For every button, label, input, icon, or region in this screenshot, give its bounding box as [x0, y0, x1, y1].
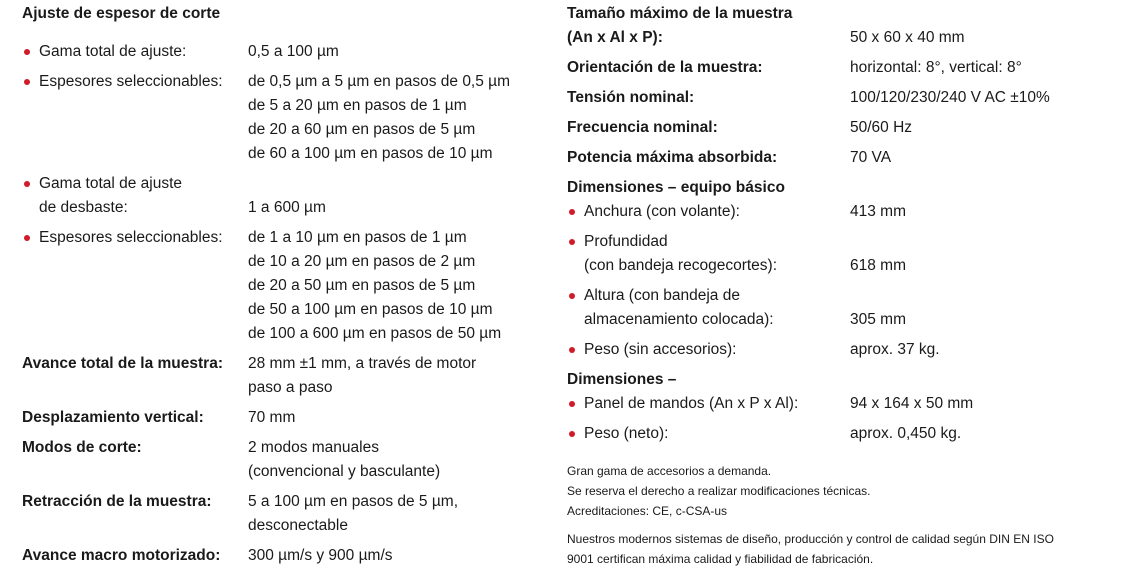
retraccion-value-line2: desconectable — [248, 517, 348, 534]
espesores-value-line: de 50 a 100 µm en pasos de 10 µm — [248, 301, 493, 318]
potencia-value: 70 VA — [850, 149, 892, 166]
note-acreditaciones: Acreditaciones: CE, c-CSA-us — [567, 504, 728, 518]
tamano-label-line1: Tamaño máximo de la muestra — [567, 5, 793, 22]
gama-total-label: Gama total de ajuste: — [39, 43, 187, 60]
dimensiones-basico-heading: Dimensiones – equipo básico — [567, 179, 785, 196]
modos-corte-value-line2: (convencional y basculante) — [248, 463, 441, 480]
dimensiones-heading: Dimensiones – — [567, 371, 677, 388]
peso-neto-value: aprox. 0,450 kg. — [850, 425, 962, 442]
avance-macro-label: Avance macro motorizado: — [22, 547, 221, 564]
bullet-icon — [569, 431, 575, 437]
bullet-icon — [569, 347, 575, 353]
orientacion-value: horizontal: 8°, vertical: 8° — [850, 59, 1022, 76]
bullet-icon — [24, 235, 30, 241]
note-calidad-line2: 9001 certifican máxima calidad y fiabilidad de fabricación. — [567, 552, 874, 566]
profundidad-value: 618 mm — [850, 257, 906, 274]
bullet-icon — [569, 209, 575, 215]
desbaste-label-line1: Gama total de ajuste — [39, 175, 183, 192]
avance-total-label: Avance total de la muestra: — [22, 355, 223, 372]
espesores-value-line: de 100 a 600 µm en pasos de 50 µm — [248, 325, 502, 342]
tension-value: 100/120/230/240 V AC ±10% — [850, 89, 1050, 106]
section-heading-espesor: Ajuste de espesor de corte — [22, 5, 221, 22]
note-accesorios: Gran gama de accesorios a demanda. — [567, 464, 772, 478]
retraccion-label: Retracción de la muestra: — [22, 493, 212, 510]
modos-corte-value: 2 modos manuales — [248, 439, 379, 456]
tamano-value: 50 x 60 x 40 mm — [850, 29, 965, 46]
espesores-value-line: de 20 a 50 µm en pasos de 5 µm — [248, 277, 476, 294]
espesores-value-line: de 60 a 100 µm en pasos de 10 µm — [248, 145, 493, 162]
avance-total-value: 28 mm ±1 mm, a través de motor — [248, 355, 477, 372]
espesores-seleccionables-label: Espesores seleccionables: — [39, 229, 223, 246]
bullet-icon — [24, 181, 30, 187]
profundidad-label-line1: Profundidad — [584, 233, 668, 250]
potencia-label: Potencia máxima absorbida: — [567, 149, 778, 166]
desbaste-label-line2: de desbaste: — [39, 199, 128, 216]
espesores-value-line: de 20 a 60 µm en pasos de 5 µm — [248, 121, 476, 138]
anchura-label: Anchura (con volante): — [584, 203, 740, 220]
panel-mandos-label: Panel de mandos (An x P x Al): — [584, 395, 799, 412]
frecuencia-value: 50/60 Hz — [850, 119, 913, 136]
avance-total-value-line2: paso a paso — [248, 379, 333, 396]
desbaste-value: 1 a 600 µm — [248, 199, 326, 216]
gama-total-value: 0,5 a 100 µm — [248, 43, 339, 60]
modos-corte-label: Modos de corte: — [22, 439, 142, 456]
bullet-icon — [569, 239, 575, 245]
bullet-icon — [24, 79, 30, 85]
peso-value: aprox. 37 kg. — [850, 341, 940, 358]
altura-label-line1: Altura (con bandeja de — [584, 287, 740, 304]
espesores-value-line: de 0,5 µm a 5 µm en pasos de 0,5 µm — [248, 73, 511, 90]
retraccion-value: 5 a 100 µm en pasos de 5 µm, — [248, 493, 459, 510]
note-modificaciones: Se reserva el derecho a realizar modificaciones técnicas. — [567, 484, 871, 498]
desplazamiento-label: Desplazamiento vertical: — [22, 409, 204, 426]
orientacion-label: Orientación de la muestra: — [567, 59, 763, 76]
frecuencia-label: Frecuencia nominal: — [567, 119, 718, 136]
bullet-icon — [569, 293, 575, 299]
avance-macro-value: 300 µm/s y 900 µm/s — [248, 547, 393, 564]
espesores-value-line: de 5 a 20 µm en pasos de 1 µm — [248, 97, 467, 114]
anchura-value: 413 mm — [850, 203, 906, 220]
profundidad-label-line2: (con bandeja recogecortes): — [584, 257, 778, 274]
altura-value: 305 mm — [850, 311, 906, 328]
espesores-seleccionables-label: Espesores seleccionables: — [39, 73, 223, 90]
espesores-value-line: de 10 a 20 µm en pasos de 2 µm — [248, 253, 476, 270]
bullet-icon — [24, 49, 30, 55]
note-calidad-line1: Nuestros modernos sistemas de diseño, producción y control de calidad según DIN EN ISO — [567, 532, 1054, 546]
bullet-icon — [569, 401, 575, 407]
tension-label: Tensión nominal: — [567, 89, 695, 106]
peso-label: Peso (sin accesorios): — [584, 341, 737, 358]
altura-label-line2: almacenamiento colocada): — [584, 311, 774, 328]
desplazamiento-value: 70 mm — [248, 409, 296, 426]
panel-mandos-value: 94 x 164 x 50 mm — [850, 395, 974, 412]
peso-neto-label: Peso (neto): — [584, 425, 669, 442]
espesores-value-line: de 1 a 10 µm en pasos de 1 µm — [248, 229, 467, 246]
tamano-label-line2: (An x Al x P): — [567, 29, 663, 46]
